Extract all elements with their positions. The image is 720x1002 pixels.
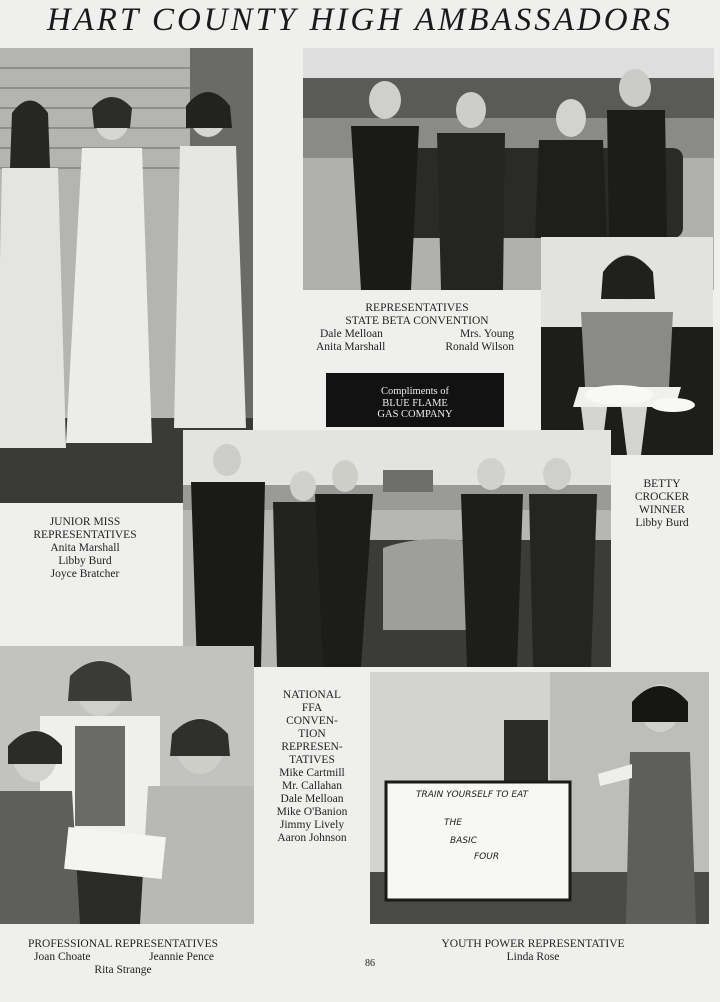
junior-miss-heading-2: REPRESENTATIVES bbox=[33, 529, 137, 541]
sponsor-ad bbox=[326, 373, 504, 427]
junior-miss-name: Libby Burd bbox=[58, 555, 112, 567]
ffa-heading-line: TION bbox=[298, 728, 326, 740]
ffa-name: Mike Cartmill bbox=[279, 767, 345, 779]
junior-miss-name: Joyce Bratcher bbox=[50, 568, 120, 580]
ffa-heading-line: NATIONAL bbox=[282, 689, 342, 701]
ffa-photo bbox=[183, 430, 611, 667]
junior-miss-name: Anita Marshall bbox=[50, 542, 120, 554]
chalkboard-line-2: THE bbox=[444, 818, 462, 828]
beta-name: Mrs. Young bbox=[459, 328, 514, 340]
youth-power-name: Linda Rose bbox=[506, 951, 560, 963]
professional-name: Jeannie Pence bbox=[149, 951, 214, 963]
professional-name: Rita Strange bbox=[94, 964, 152, 976]
professional-heading: PROFESSIONAL REPRESENTATIVES bbox=[27, 938, 219, 950]
junior-miss-caption bbox=[10, 516, 160, 581]
betty-name: Libby Burd bbox=[635, 517, 689, 529]
sponsor-line-1: Compliments of bbox=[381, 386, 449, 397]
betty-heading-3: WINNER bbox=[639, 504, 685, 516]
beta-name: Anita Marshall bbox=[316, 341, 386, 353]
professional-name: Joan Choate bbox=[34, 951, 91, 963]
chalkboard-line-3: BASIC bbox=[450, 836, 477, 846]
sponsor-line-3: GAS COMPANY bbox=[377, 409, 453, 420]
beta-name: Ronald Wilson bbox=[445, 341, 514, 353]
ffa-name: Dale Melloan bbox=[280, 793, 344, 805]
page-title: HART COUNTY HIGH AMBASSADORS bbox=[46, 2, 674, 38]
sponsor-line-2: BLUE FLAME bbox=[382, 397, 448, 409]
beta-caption bbox=[312, 302, 522, 354]
beta-heading-2: STATE BETA CONVENTION bbox=[345, 315, 489, 327]
chalkboard-line-1: TRAIN YOURSELF TO EAT bbox=[416, 790, 528, 800]
ffa-heading-line: TATIVES bbox=[289, 754, 335, 766]
chalkboard-text bbox=[416, 790, 566, 862]
ffa-heading-line: FFA bbox=[301, 702, 323, 714]
ffa-name: Mike O'Banion bbox=[276, 806, 348, 818]
beta-name: Dale Melloan bbox=[320, 328, 383, 340]
ffa-name: Mr. Callahan bbox=[281, 780, 343, 792]
youth-power-caption bbox=[430, 938, 636, 964]
ffa-name: Aaron Johnson bbox=[277, 832, 347, 844]
betty-crocker-photo bbox=[541, 237, 713, 455]
beta-heading-1: REPRESENTATIVES bbox=[365, 302, 469, 314]
ffa-caption bbox=[262, 689, 362, 845]
junior-miss-heading-1: JUNIOR MISS bbox=[49, 516, 121, 528]
professional-caption bbox=[20, 938, 226, 977]
professional-photo bbox=[0, 646, 254, 924]
youth-power-heading: YOUTH POWER REPRESENTATIVE bbox=[441, 938, 625, 950]
betty-caption bbox=[612, 478, 712, 530]
ffa-heading-line: REPRESEN- bbox=[281, 741, 343, 753]
chalkboard-line-4: FOUR bbox=[474, 852, 500, 862]
youth-power-photo bbox=[370, 672, 709, 924]
ffa-heading-line: CONVEN- bbox=[286, 715, 338, 727]
betty-heading-2: CROCKER bbox=[634, 491, 690, 503]
betty-heading-1: BETTY bbox=[643, 478, 681, 490]
ffa-name: Jimmy Lively bbox=[279, 819, 345, 831]
page-number: 86 bbox=[365, 958, 375, 969]
